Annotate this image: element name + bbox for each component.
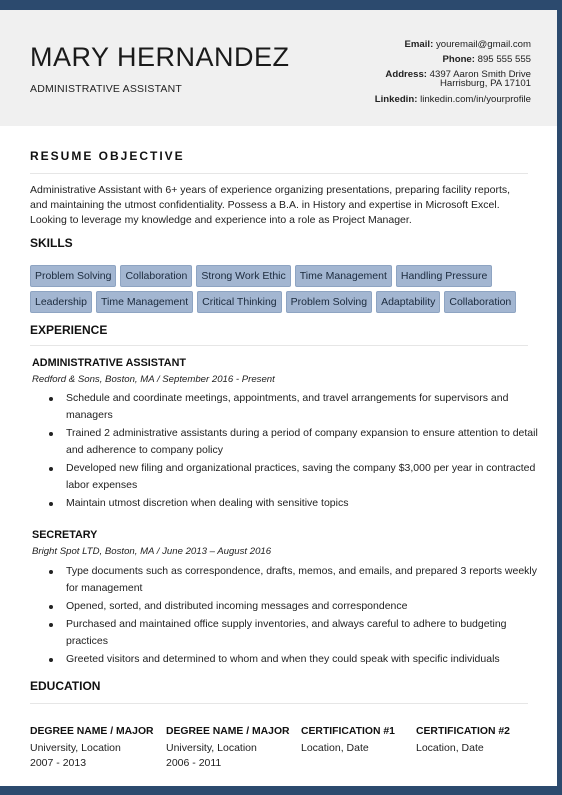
- education-heading: EDUCATION: [30, 679, 101, 693]
- education-entry-line1: Location, Date: [416, 741, 484, 754]
- contact-email: [271, 37, 531, 52]
- job-meta: Redford & Sons, Boston, MA / September 2016 - Present: [32, 374, 275, 385]
- contact-linkedin: [271, 92, 531, 107]
- address-line1: 4397 Aaron Smith Drive: [429, 69, 531, 80]
- job-bullet: Trained 2 administrative assistants during a period of company expansion to ensure attention to detail and adherence to company policy: [48, 425, 538, 459]
- skill-tag: Leadership: [30, 291, 92, 313]
- resume-header: [0, 10, 557, 126]
- email-value[interactable]: youremail@gmail.com: [435, 39, 531, 50]
- experience-heading: EXPERIENCE: [30, 323, 108, 337]
- job-bullet: Developed new filing and organizational practices, saving the company $3,000 per year in contracted labor expenses: [48, 460, 538, 494]
- job-bullet: Type documents such as correspondence, drafts, memos, and emails, and prepared 3 reports weekly for management: [48, 563, 538, 597]
- education-entry-line2: 2007 - 2013: [30, 757, 87, 769]
- objective-text: Administrative Assistant with 6+ years of experience organizing presentations, preparing facility reports, and maintaining the utmost confidentiality. Possess a B.A. in History and expertise in Microsoft Excel. Looking to leverage my knowledge and experience into a role as Project Manager.: [30, 184, 511, 226]
- education-entry-heading: CERTIFICATION #1: [301, 726, 395, 737]
- phone-label: Phone:: [442, 54, 475, 65]
- skill-tag: Collaboration: [120, 265, 192, 287]
- skill-tag: Critical Thinking: [197, 291, 282, 313]
- candidate-name: MARY HERNANDEZ: [30, 42, 290, 72]
- education-entry: [30, 724, 154, 772]
- skill-tag: Handling Pressure: [396, 265, 492, 287]
- skill-tag: Problem Solving: [286, 291, 372, 313]
- job-bullet: Purchased and maintained office supply inventories, and always careful to adhere to budgeting practices: [48, 616, 538, 650]
- phone-value: 895 555 555: [477, 54, 531, 65]
- education-entry: [416, 724, 510, 756]
- education-entry-line1: University, Location: [166, 741, 257, 754]
- job-title: SECRETARY: [32, 529, 98, 541]
- education-entry-line1: University, Location: [30, 741, 121, 754]
- skill-tag: Collaboration: [444, 291, 516, 313]
- education-entry-line1: Location, Date: [301, 741, 369, 754]
- objective-heading: RESUME OBJECTIVE: [30, 149, 185, 163]
- linkedin-value[interactable]: linkedin.com/in/yourprofile: [420, 94, 531, 105]
- skills-heading: SKILLS: [30, 236, 73, 250]
- skill-tag: Adaptability: [376, 291, 440, 313]
- candidate-title: ADMINISTRATIVE ASSISTANT: [30, 83, 183, 95]
- contact-phone: [271, 52, 531, 67]
- contact-block: [271, 37, 531, 107]
- experience-divider: [30, 345, 528, 346]
- email-label: Email:: [404, 39, 434, 50]
- address-label: Address:: [385, 69, 427, 80]
- job-title: ADMINISTRATIVE ASSISTANT: [32, 357, 186, 369]
- education-divider: [30, 703, 528, 704]
- skill-tag: Strong Work Ethic: [196, 265, 290, 287]
- resume-page: [0, 10, 557, 786]
- job-bullet: Opened, sorted, and distributed incoming messages and correspondence: [48, 598, 538, 615]
- job-bullets: [48, 390, 538, 513]
- education-entry-line2: 2006 - 2011: [166, 757, 222, 769]
- job-meta: Bright Spot LTD, Boston, MA / June 2013 – August 2016: [32, 546, 272, 557]
- skill-tag: Time Management: [295, 265, 392, 287]
- skill-tag: Time Management: [96, 291, 193, 313]
- skills-row-2: [30, 291, 516, 313]
- address-line2: Harrisburg, PA 17101: [439, 78, 531, 89]
- skills-row-1: [30, 265, 492, 287]
- education-entry-heading: DEGREE NAME / MAJOR: [166, 726, 290, 737]
- education-entry-heading: DEGREE NAME / MAJOR: [30, 726, 154, 737]
- job-bullet: Maintain utmost discretion when dealing with sensitive topics: [48, 495, 538, 512]
- job-bullets: [48, 563, 538, 669]
- objective-divider: [30, 173, 528, 174]
- education-entry: [166, 724, 290, 772]
- skill-tag: Problem Solving: [30, 265, 116, 287]
- education-entry: [301, 724, 395, 756]
- linkedin-label: Linkedin:: [374, 94, 418, 105]
- job-bullet: Schedule and coordinate meetings, appointments, and travel arrangements for supervisors and managers: [48, 390, 538, 424]
- job-bullet: Greeted visitors and determined to whom and when they could speak with specific individuals: [48, 651, 538, 668]
- education-entry-heading: CERTIFICATION #2: [416, 726, 510, 737]
